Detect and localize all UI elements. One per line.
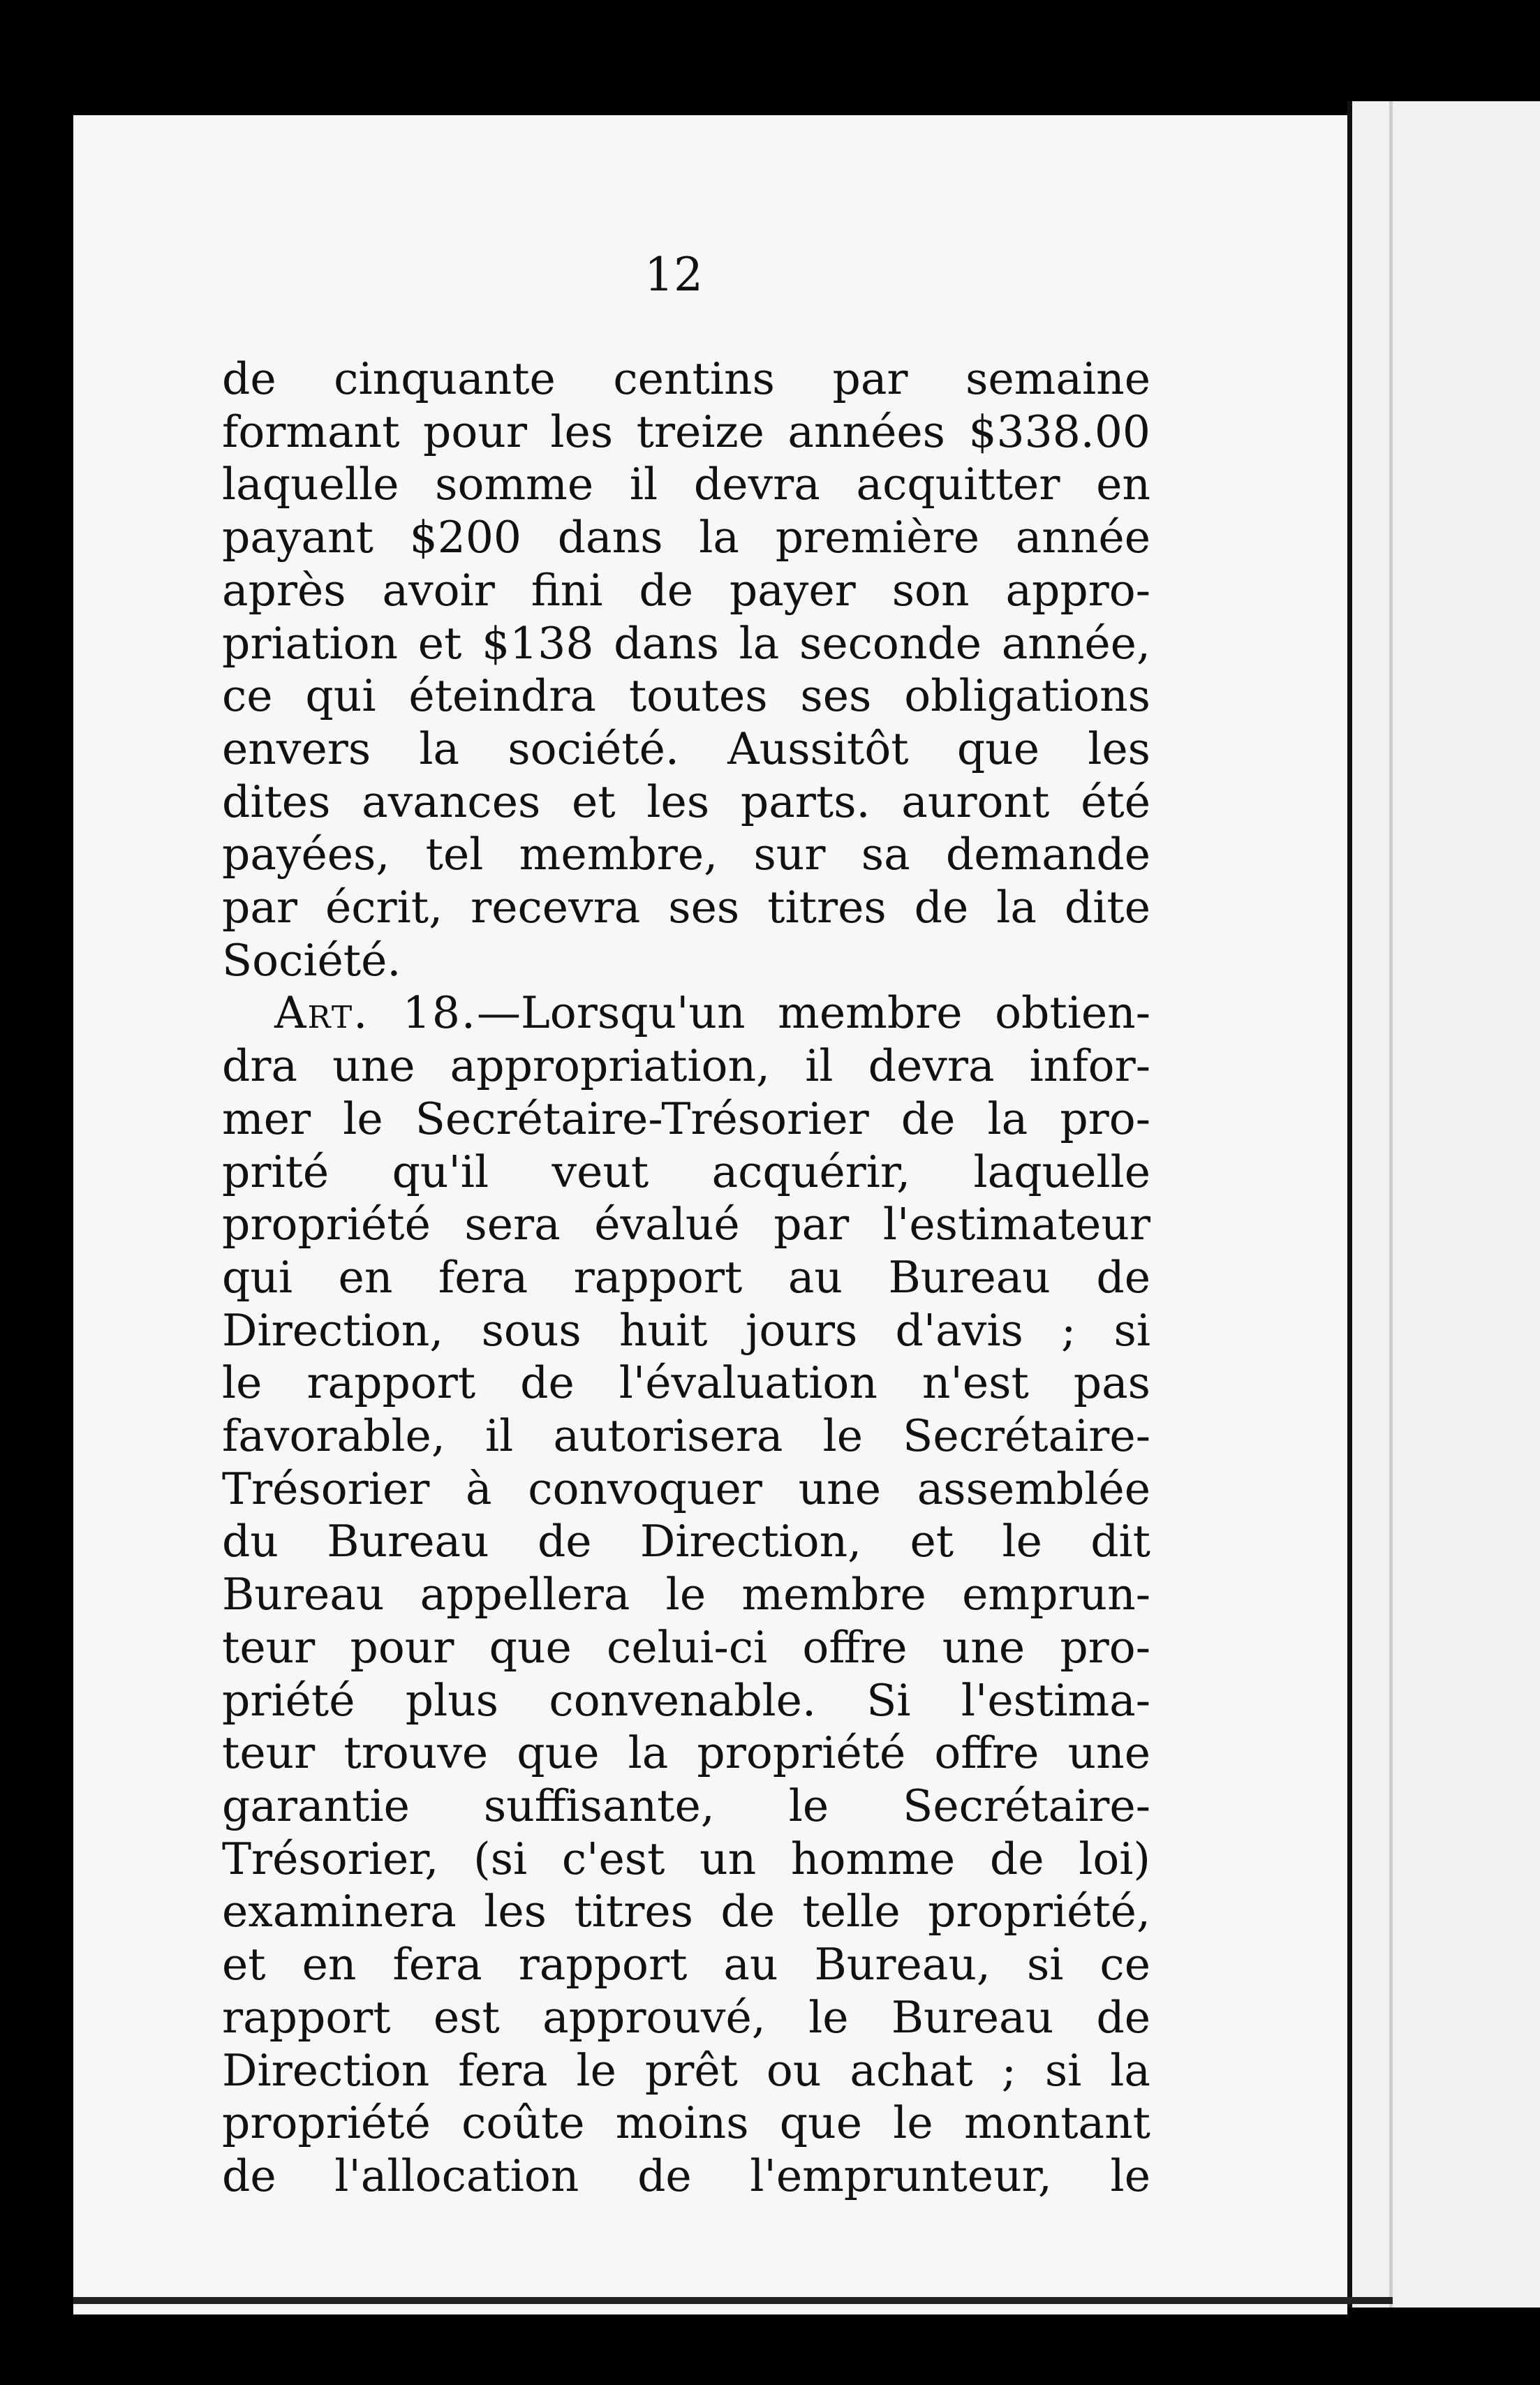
text-line: teur pour que celui-ci offre une pro- xyxy=(222,1621,1150,1673)
text-line: de cinquante centins par semaine xyxy=(222,353,1150,404)
text-line: favorable, il autorisera le Secrétaire- xyxy=(222,1410,1150,1462)
text-line: Direction, sous huit jours d'avis ; si xyxy=(222,1304,1150,1356)
text-line: de l'allocation de l'emprunteur, le xyxy=(222,2150,1150,2201)
article-first-line-text: —Lorsqu'un membre obtien- xyxy=(476,987,1150,1039)
text-line: propriété sera évalué par l'estimateur xyxy=(222,1199,1150,1250)
text-line: Trésorier à convoquer une assemblée xyxy=(222,1463,1150,1514)
facing-page-edge xyxy=(1347,101,1540,2308)
page-bottom-edge xyxy=(73,2297,1393,2304)
text-line: du Bureau de Direction, et le dit xyxy=(222,1516,1150,1567)
text-line: Direction fera le prêt ou achat ; si la xyxy=(222,2044,1150,2096)
article-label: Art. 18. xyxy=(274,987,477,1039)
text-line: priation et $138 dans la seconde année, xyxy=(222,617,1150,669)
text-line: dites avances et les parts. auront été xyxy=(222,776,1150,827)
text-line: formant pour les treize années $338.00 xyxy=(222,406,1150,457)
text-line: dra une appropriation, il devra infor- xyxy=(222,1040,1150,1092)
text-line: payant $200 dans la première année xyxy=(222,512,1150,563)
text-line: examinera les titres de telle propriété, xyxy=(222,1886,1150,1937)
text-line: Société. xyxy=(222,934,401,986)
text-line: et en fera rapport au Bureau, si ce xyxy=(222,1939,1150,1991)
text-line: qui en fera rapport au Bureau de xyxy=(222,1251,1150,1303)
text-line: laquelle somme il devra acquitter en xyxy=(222,459,1150,510)
text-line: Trésorier, (si c'est un homme de loi) xyxy=(222,1833,1150,1884)
text-line: le rapport de l'évaluation n'est pas xyxy=(222,1357,1150,1409)
body-text xyxy=(222,353,1150,2203)
text-line: après avoir fini de payer son appro- xyxy=(222,564,1150,616)
page-gutter-shadow xyxy=(1389,101,1393,2308)
text-line: par écrit, recevra ses titres de la dite xyxy=(222,882,1150,933)
text-line: propriété coûte moins que le montant xyxy=(222,2097,1150,2149)
page-number: 12 xyxy=(644,248,703,302)
text-line: Bureau appellera le membre emprun- xyxy=(222,1569,1150,1620)
text-line: payées, tel membre, sur sa demande xyxy=(222,829,1150,880)
text-line: prité qu'il veut acquérir, laquelle xyxy=(222,1146,1150,1197)
text-line: ce qui éteindra toutes ses obligations xyxy=(222,670,1150,722)
text-line: priété plus convenable. Si l'estima- xyxy=(222,1674,1150,1726)
text-line: envers la société. Aussitôt que les xyxy=(222,723,1150,774)
text-line: garantie suffisante, le Secrétaire- xyxy=(222,1780,1150,1831)
text-line: rapport est approuvé, le Bureau de xyxy=(222,1991,1150,2043)
text-line: teur trouve que la propriété offre une xyxy=(222,1727,1150,1779)
text-line: mer le Secrétaire-Trésorier de la pro- xyxy=(222,1093,1150,1144)
article-heading-line xyxy=(222,987,1150,1040)
